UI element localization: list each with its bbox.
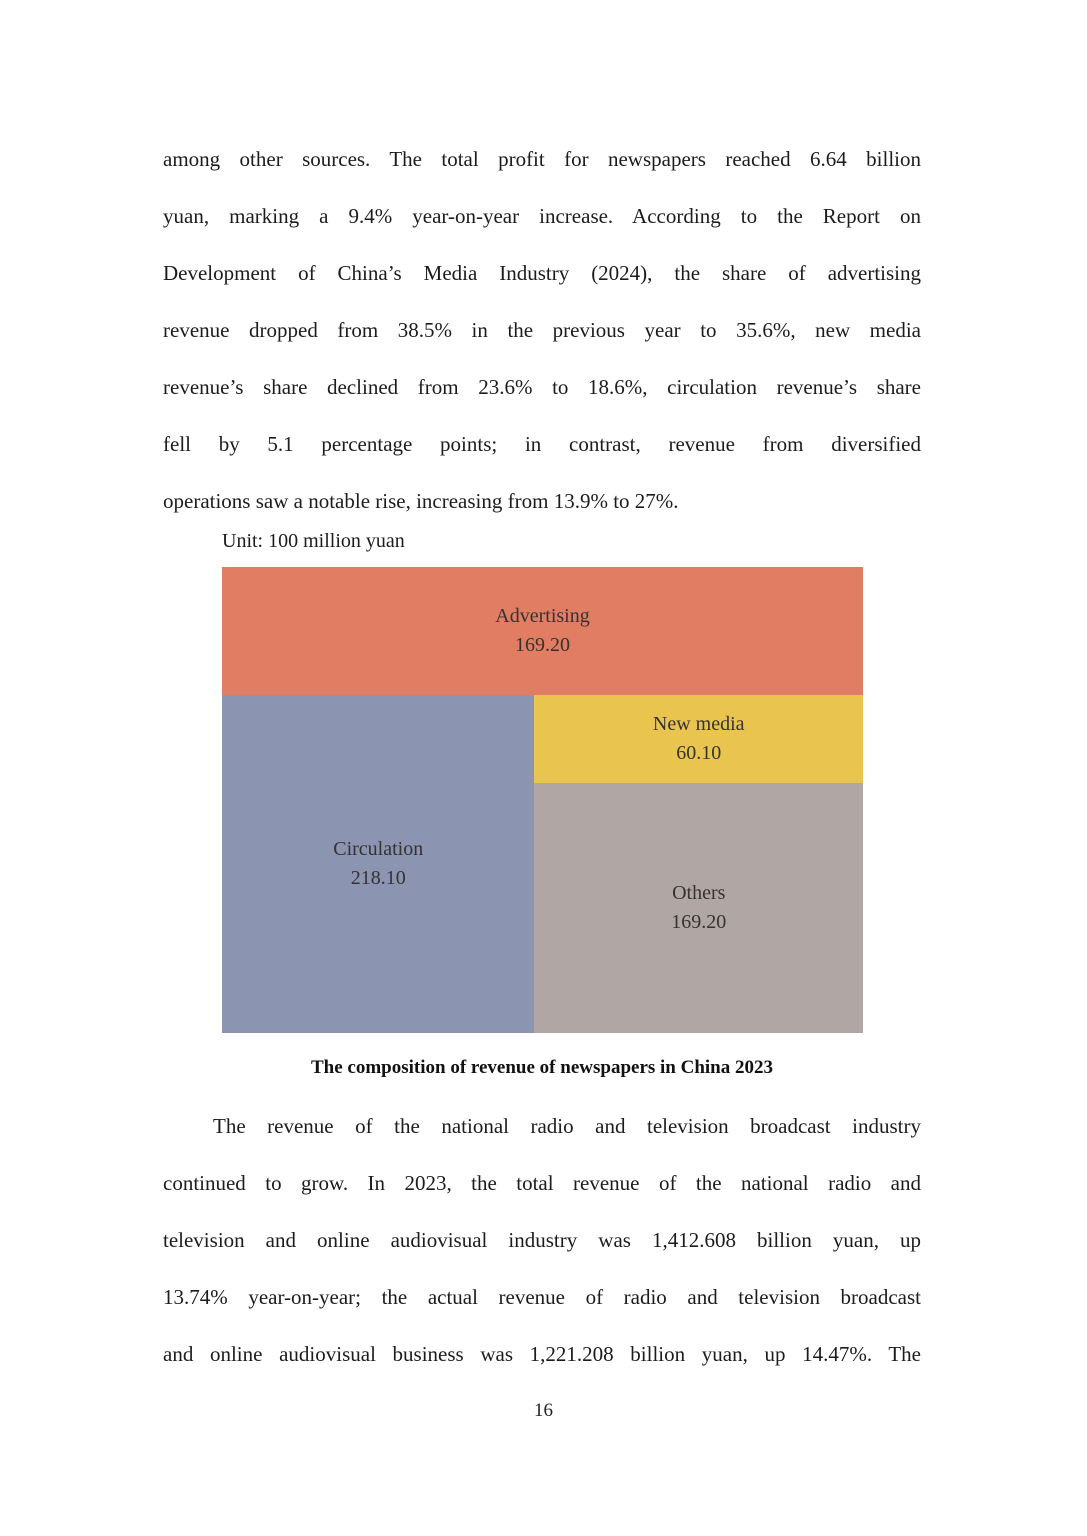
paragraph-1 [163, 131, 921, 530]
treemap-tile-value: 169.20 [515, 633, 570, 656]
treemap-bottom-row [222, 695, 863, 1033]
paragraph-1-line: among other sources. The total profit for newspapers reached 6.64 billion [163, 147, 921, 171]
paragraph-2-line: television and online audiovisual industry was 1,412.608 billion yuan, up [163, 1228, 921, 1252]
paragraph-1-line: revenue’s share declined from 23.6% to 18.6%, circulation revenue’s share [163, 375, 921, 399]
paragraph-1-line: operations saw a notable rise, increasing from 13.9% to 27%. [163, 489, 679, 513]
paragraph-2-line: 13.74% year-on-year; the actual revenue of radio and television broadcast [163, 1285, 921, 1309]
treemap-tile-others [534, 783, 863, 1033]
paragraph-1-line: Development of China’s Media Industry (2024), the share of advertising [163, 261, 921, 285]
treemap-tile-value: 218.10 [350, 866, 406, 889]
treemap-tile-label: Circulation [333, 837, 424, 860]
paragraph-1-line: revenue dropped from 38.5% in the previous year to 35.6%, new media [163, 318, 921, 342]
paragraph-1-line: yuan, marking a 9.4% year-on-year increase. According to the Report on [163, 204, 921, 228]
paragraph-2-line: The revenue of the national radio and television broadcast industry [213, 1114, 921, 1138]
chart-unit-label: Unit: 100 million yuan [222, 530, 405, 552]
treemap-right-column [534, 695, 863, 1033]
treemap-tile-label: Others [672, 882, 726, 905]
page-number: 16 [534, 1400, 553, 1421]
chart-caption: The composition of revenue of newspapers in China 2023 [310, 1057, 773, 1078]
paragraph-2-line: and online audiovisual business was 1,221.208 billion yuan, up 14.47%. The [163, 1342, 921, 1366]
paragraph-1-line: fell by 5.1 percentage points; in contrast, revenue from diversified [163, 432, 921, 456]
paragraph-2-line: continued to grow. In 2023, the total revenue of the national radio and [163, 1171, 921, 1195]
treemap-tile-label: Advertising [495, 604, 590, 627]
treemap-chart [222, 567, 863, 1033]
treemap-tile-circulation [222, 695, 534, 1033]
treemap-tile-label: New media [652, 713, 745, 736]
treemap-tile-value: 169.20 [671, 911, 727, 934]
treemap-tile-value: 60.10 [676, 742, 722, 765]
paragraph-2 [163, 1098, 921, 1383]
treemap-tile-advertising [222, 567, 863, 695]
treemap-tile-new-media [534, 695, 863, 784]
